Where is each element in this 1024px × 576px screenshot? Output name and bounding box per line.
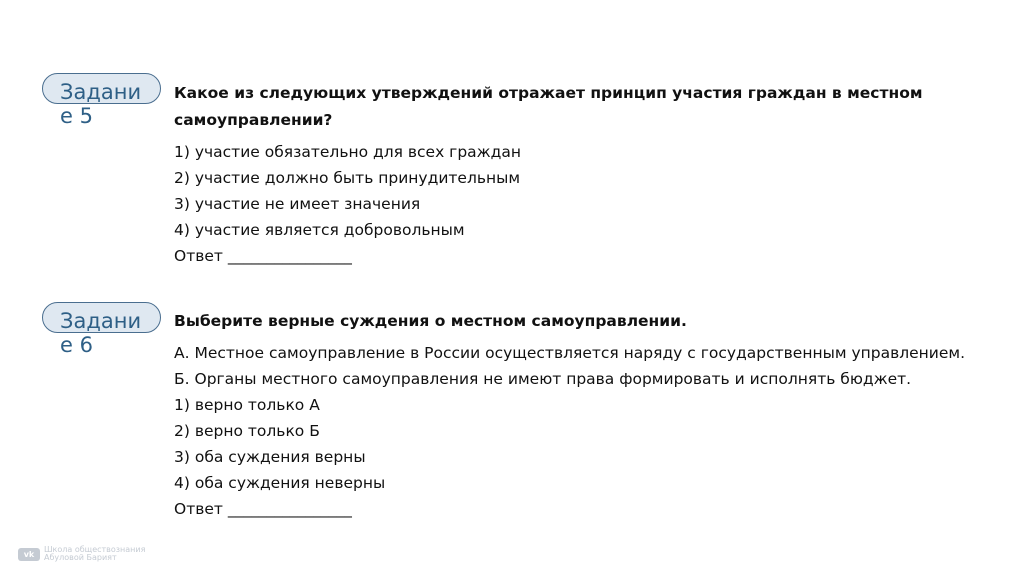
task-6-block: [174, 308, 1004, 522]
task-5-answer-field: Ответ ________________: [174, 247, 352, 265]
task-6-option-4: 4) оба суждения неверны: [174, 474, 386, 492]
footer-text: [44, 546, 145, 562]
task-6-option-1: 1) верно только А: [174, 396, 320, 414]
task-5-option-1: 1) участие обязательно для всех граждан: [174, 143, 521, 161]
task-5-question: Какое из следующих утверждений отражает принцип участия граждан в местном самоуправлении?: [174, 84, 923, 129]
task-6-question: Выберите верные суждения о местном самоуправлении.: [174, 312, 687, 330]
task-6-answer-field: Ответ ________________: [174, 500, 352, 518]
task-6-statement-b: Б. Органы местного самоуправления не имеют права формировать и исполнять бюджет.: [174, 370, 912, 388]
task-6-option-3: 3) оба суждения верны: [174, 448, 366, 466]
task-5-option-4: 4) участие является добровольным: [174, 221, 465, 239]
task-6-label: Задание 6: [60, 309, 142, 357]
task-5-label: Задание 5: [60, 80, 142, 128]
task-6-statement-a: А. Местное самоуправление в России осуществляется наряду с государственным управлением.: [174, 344, 966, 362]
footer-line-1: Школа обществознания: [44, 545, 146, 554]
vk-icon: vk: [18, 548, 40, 561]
task-5-option-3: 3) участие не имеет значения: [174, 195, 421, 213]
footer-watermark: [18, 546, 145, 562]
task-6-option-2: 2) верно только Б: [174, 422, 320, 440]
footer-line-2: Абуловой Барият: [44, 553, 117, 562]
task-5-option-2: 2) участие должно быть принудительным: [174, 169, 521, 187]
task-5-block: [174, 80, 1004, 269]
